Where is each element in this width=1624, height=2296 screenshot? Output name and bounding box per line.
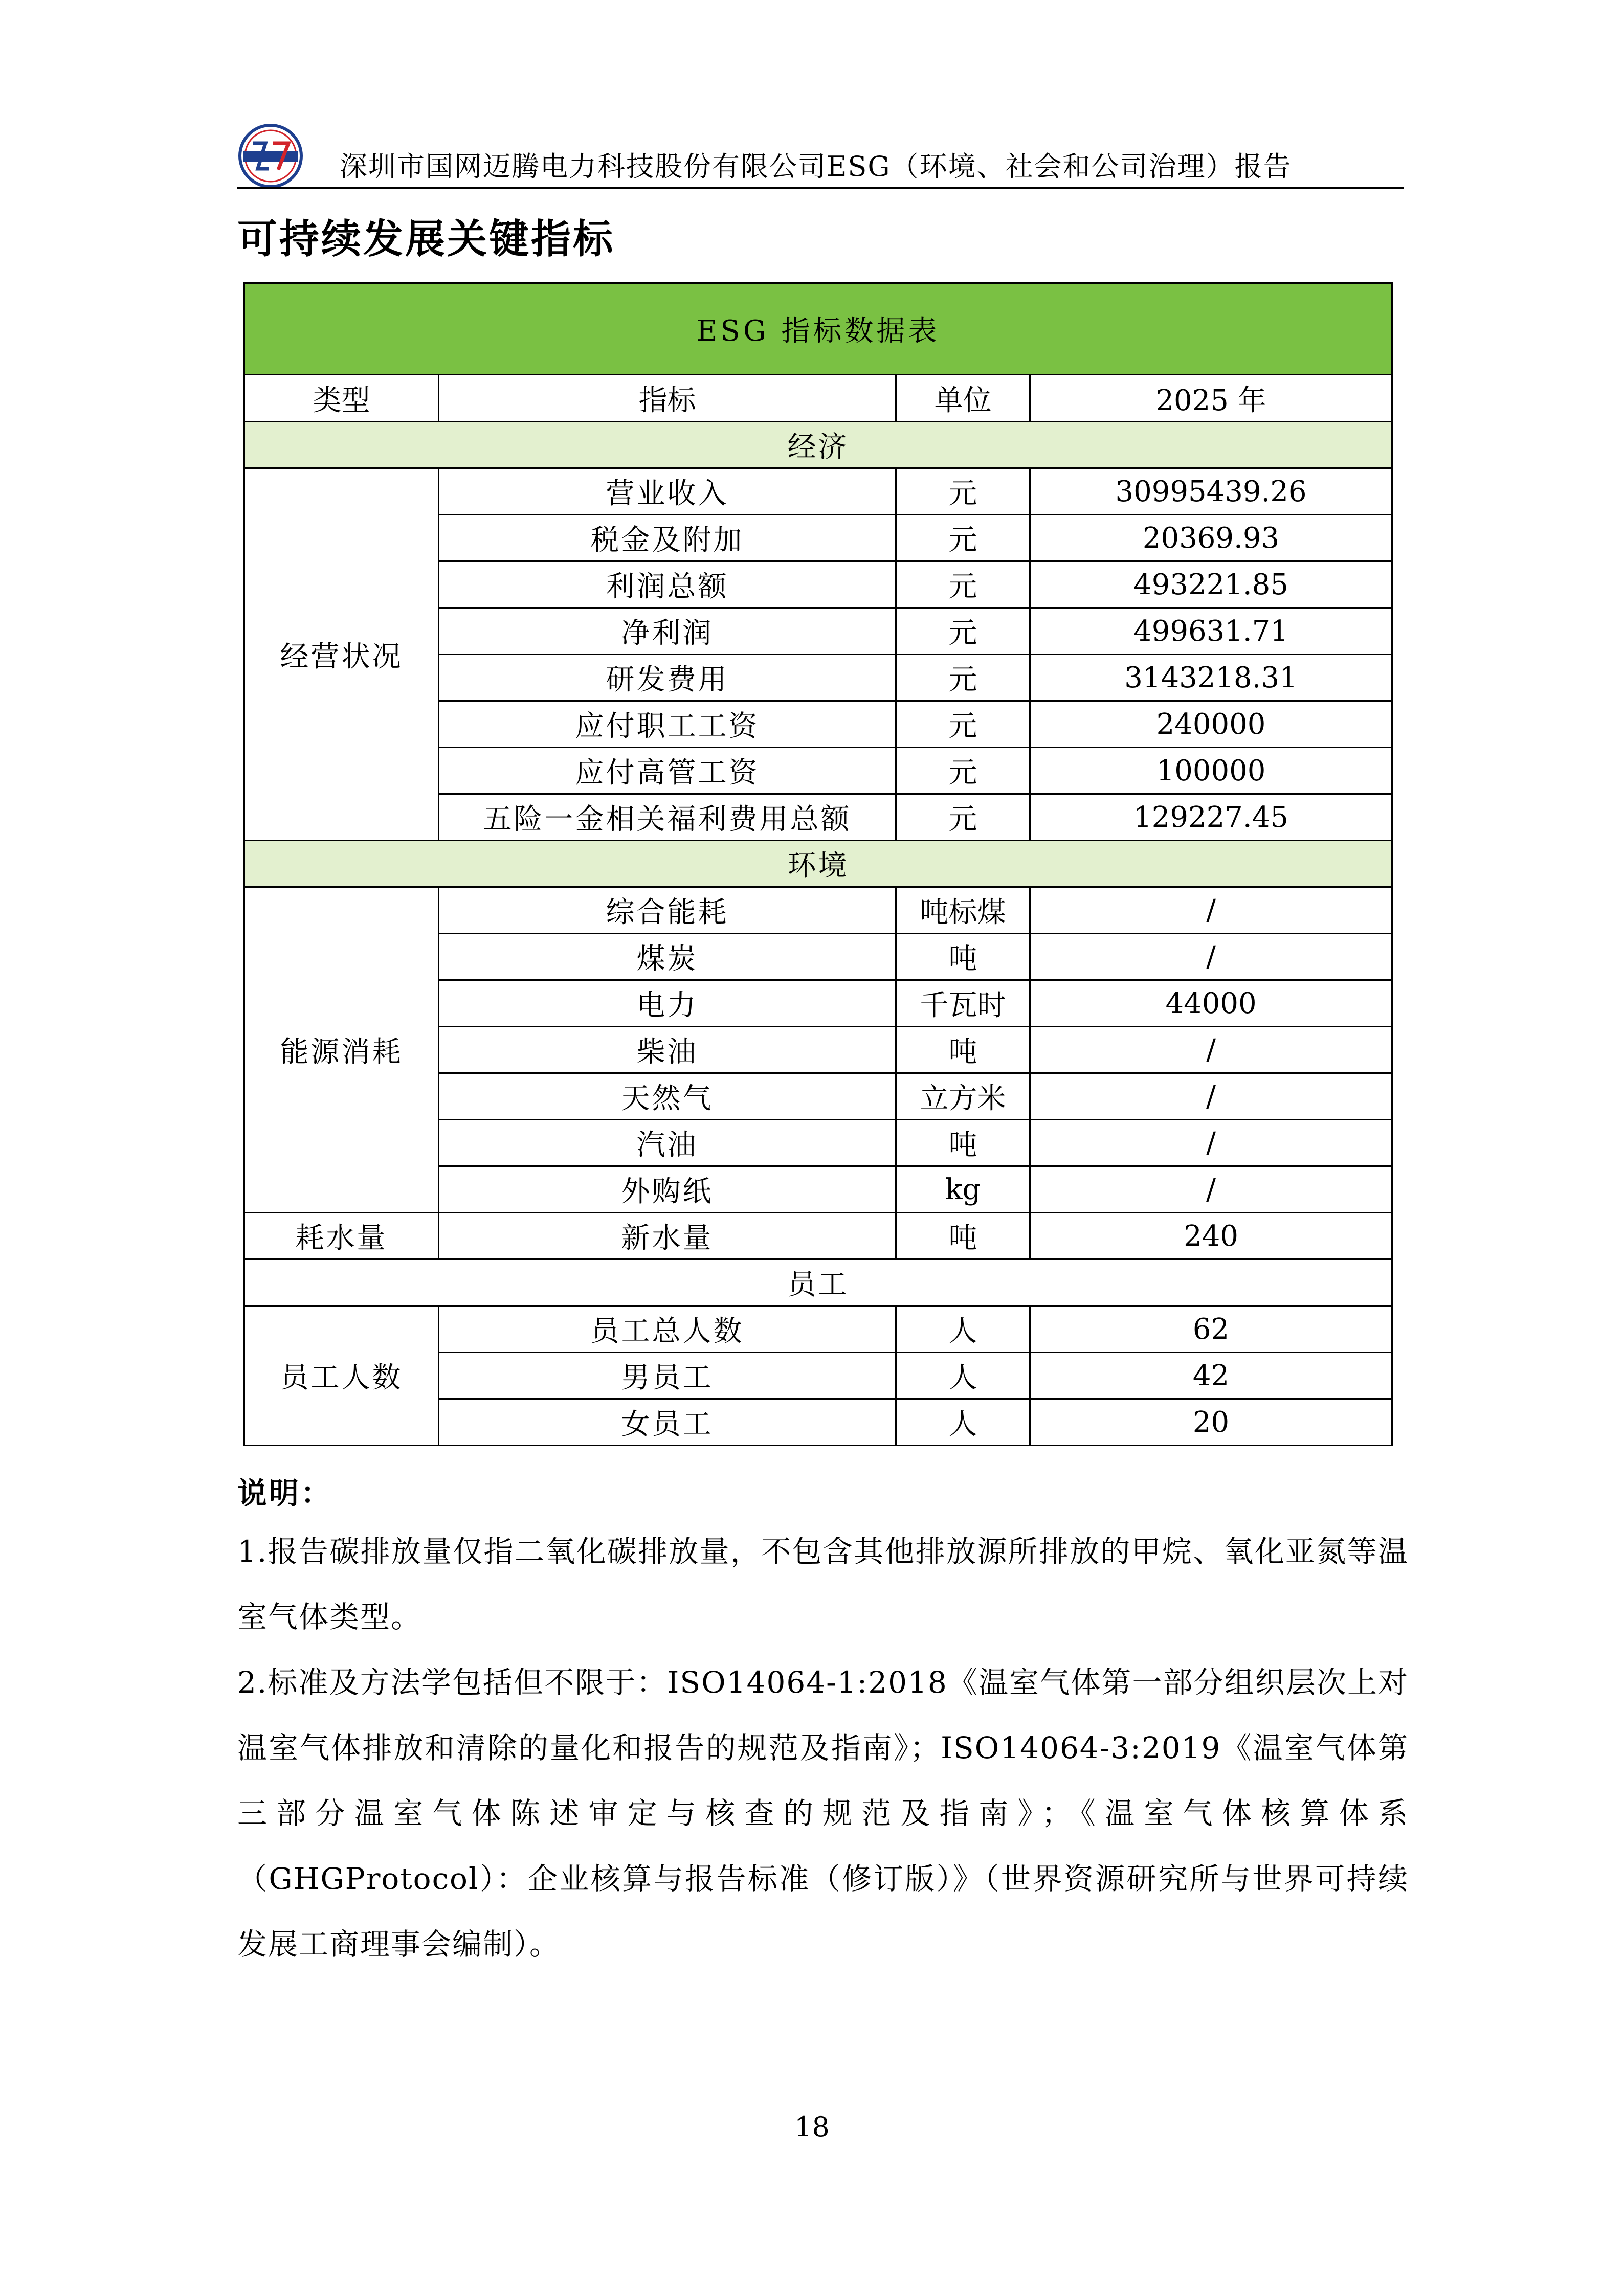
value-cell: 240000 [1030,701,1392,748]
table-title: ESG 指标数据表 [244,283,1392,375]
indicator-cell: 员工总人数 [439,1306,896,1353]
value-cell: 493221.85 [1030,561,1392,608]
indicator-cell: 利润总额 [439,561,896,608]
unit-cell: 人 [896,1399,1030,1446]
section-label-environment: 环境 [244,841,1392,887]
section-label-economy: 经济 [244,422,1392,468]
value-cell: 42 [1030,1353,1392,1399]
table-row [244,887,1392,934]
indicator-cell: 新水量 [439,1213,896,1259]
unit-cell: 吨 [896,1213,1030,1259]
table-title-row [244,283,1392,375]
unit-cell: 元 [896,748,1030,794]
indicator-cell: 电力 [439,980,896,1027]
value-cell: 129227.45 [1030,794,1392,841]
indicator-cell: 女员工 [439,1399,896,1446]
header-year: 2025 年 [1030,375,1392,422]
header-indicator: 指标 [439,375,896,422]
section-row-economy [244,422,1392,468]
page-header [237,115,1404,187]
indicator-cell: 应付高管工资 [439,748,896,794]
value-cell: / [1030,1073,1392,1120]
section-row-environment [244,841,1392,887]
indicator-cell: 税金及附加 [439,515,896,561]
unit-cell: 元 [896,608,1030,655]
company-logo [237,123,304,189]
section-title: 可持续发展关键指标 [237,216,615,262]
category-operations: 经营状况 [244,468,439,841]
unit-cell: 人 [896,1306,1030,1353]
indicator-cell: 应付职工工资 [439,701,896,748]
indicator-cell: 五险一金相关福利费用总额 [439,794,896,841]
value-cell: / [1030,1027,1392,1073]
value-cell: 44000 [1030,980,1392,1027]
indicator-cell: 综合能耗 [439,887,896,934]
value-cell: 62 [1030,1306,1392,1353]
indicator-cell: 柴油 [439,1027,896,1073]
header-type: 类型 [244,375,439,422]
unit-cell: 立方米 [896,1073,1030,1120]
indicator-cell: 外购纸 [439,1166,896,1213]
unit-cell: 元 [896,655,1030,701]
table-row [244,468,1392,515]
esg-indicator-table [243,282,1393,1446]
header-title: 深圳市国网迈腾电力科技股份有限公司ESG（环境、社会和公司治理）报告 [340,150,1292,183]
value-cell: 3143218.31 [1030,655,1392,701]
value-cell: / [1030,887,1392,934]
value-cell: / [1030,1166,1392,1213]
section-row-employees [244,1259,1392,1306]
unit-cell: 元 [896,468,1030,515]
category-headcount: 员工人数 [244,1306,439,1446]
value-cell: 30995439.26 [1030,468,1392,515]
unit-cell: 元 [896,561,1030,608]
note-item-2: 2.标准及方法学包括但不限于：ISO14064-1:2018《温室气体第一部分组织层次上对温室气体排放和清除的量化和报告的规范及指南》；ISO14064-3:2019《温室气体第三部分温室气体陈述审定与核查的规范及指南》；《温室气体核算体系（GHGProtocol）：企业核算与报告标准（修订版）》（世界资源研究所与世界可持续发展工商理事会编制）。 [237,1665,1409,1962]
value-cell: 240 [1030,1213,1392,1259]
section-label-employees: 员工 [244,1259,1392,1306]
table-header-row [244,375,1392,422]
value-cell: 499631.71 [1030,608,1392,655]
unit-cell: 吨 [896,1120,1030,1166]
value-cell: 20369.93 [1030,515,1392,561]
indicator-cell: 营业收入 [439,468,896,515]
unit-cell: 吨 [896,934,1030,980]
note-item-1: 1.报告碳排放量仅指二氧化碳排放量，不包含其他排放源所排放的甲烷、氧化亚氮等温室气体类型。 [237,1534,1409,1634]
unit-cell: 吨标煤 [896,887,1030,934]
page-number: 18 [794,2111,830,2143]
unit-cell: 千瓦时 [896,980,1030,1027]
notes-label: 说明： [237,1476,333,1511]
header-divider [237,187,1404,189]
category-water: 耗水量 [244,1213,439,1259]
unit-cell: 吨 [896,1027,1030,1073]
unit-cell: 人 [896,1353,1030,1399]
indicator-cell: 煤炭 [439,934,896,980]
value-cell: / [1030,1120,1392,1166]
table-row [244,1306,1392,1353]
unit-cell: 元 [896,701,1030,748]
unit-cell: kg [896,1166,1030,1213]
header-unit: 单位 [896,375,1030,422]
unit-cell: 元 [896,794,1030,841]
indicator-cell: 研发费用 [439,655,896,701]
indicator-cell: 净利润 [439,608,896,655]
notes-section [237,1468,1409,1977]
category-energy: 能源消耗 [244,887,439,1213]
indicator-cell: 天然气 [439,1073,896,1120]
unit-cell: 元 [896,515,1030,561]
value-cell: 100000 [1030,748,1392,794]
indicator-cell: 汽油 [439,1120,896,1166]
value-cell: 20 [1030,1399,1392,1446]
table-row [244,1213,1392,1259]
indicator-cell: 男员工 [439,1353,896,1399]
value-cell: / [1030,934,1392,980]
